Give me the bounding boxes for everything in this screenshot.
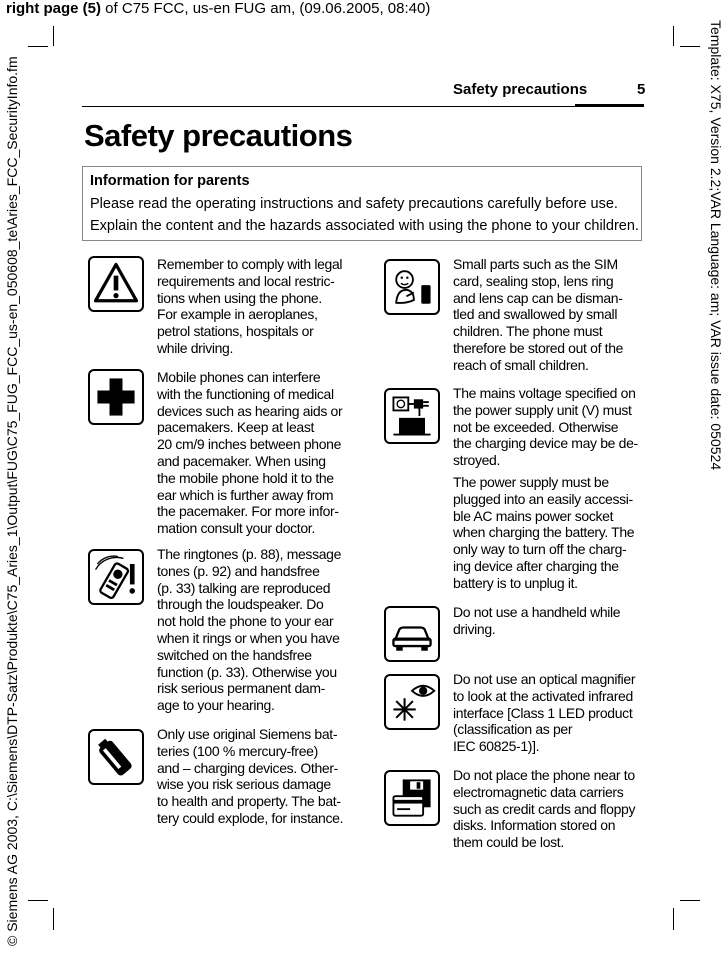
text-line: switched on the handsfree	[157, 646, 312, 663]
text-line: ear which is further away from	[157, 486, 334, 503]
child-small-parts-icon	[384, 259, 440, 315]
text-line: Do not place the phone near to	[453, 767, 635, 783]
text-line: stroyed.	[453, 452, 500, 469]
warning-triangle-icon	[88, 256, 144, 312]
text-line: when charging the battery. The	[453, 524, 635, 541]
text-line: mation consult your doctor.	[157, 520, 315, 537]
page-title: Safety precautions	[84, 118, 353, 153]
header-rule-accent	[575, 104, 644, 107]
info-box-line: Explain the content and the hazards associated with using the phone to your children.	[90, 218, 639, 234]
text-line: pacemakers. Keep at least	[157, 419, 315, 436]
text-line: age to your hearing.	[157, 697, 275, 714]
text-line: risk serious permanent dam-	[157, 680, 325, 697]
text-line: devices such as hearing aids or	[157, 402, 343, 419]
battery-icon	[88, 729, 144, 785]
text-line: requirements and local restric-	[157, 272, 335, 289]
crop-mark	[673, 908, 674, 930]
right-item-text	[453, 474, 634, 592]
text-line: card, sealing stop, lens ring	[453, 272, 614, 289]
text-line: the power supply unit (V) must	[453, 401, 632, 418]
text-line: The ringtones (p. 88), message	[157, 546, 342, 562]
info-box-title: Information for parents	[90, 173, 250, 189]
crop-mark	[53, 26, 54, 46]
right-item-text	[453, 385, 638, 469]
left-slug: © Siemens AG 2003, C:\Siemens\DTP-Satz\Produkte\C75_Aries_1\Output\FUG\C75_FUG_FCC_us-en_050608_te\Aries_FCC_SecurityInfo.fm	[4, 56, 20, 946]
text-line: through the loudspeaker. Do	[157, 596, 324, 613]
car-icon	[384, 606, 440, 662]
text-line: Small parts such as the SIM	[453, 256, 618, 272]
text-line: therefore be stored out of the	[453, 339, 624, 356]
text-line: disks. Information stored on	[453, 817, 616, 834]
loud-phone-icon	[88, 549, 144, 605]
text-line: to look at the activated infrared	[453, 687, 633, 704]
text-line: and lens cap can be disman-	[453, 289, 623, 306]
text-line: teries (100 % mercury-free)	[157, 742, 318, 759]
text-line: when it rings or when you have	[157, 629, 340, 646]
text-line: electromagnetic data carriers	[453, 783, 624, 800]
left-item-text	[157, 726, 343, 827]
crop-mark	[673, 26, 674, 46]
text-line: (p. 33) talking are reproduced	[157, 579, 331, 596]
text-line: tery could explode, for instance.	[157, 809, 344, 826]
text-line: The mains voltage specified on	[453, 385, 636, 401]
text-line: driving.	[453, 620, 496, 637]
text-line: not be exceeded. Otherwise	[453, 418, 619, 435]
top-slug	[6, 0, 430, 17]
left-item-text	[157, 546, 341, 714]
text-line: Do not use an optical magnifier	[453, 671, 636, 687]
right-item-text	[453, 256, 623, 374]
header-rule	[82, 106, 644, 107]
text-line: wise you risk serious damage	[157, 776, 331, 793]
info-box	[82, 166, 642, 241]
right-item-text	[453, 767, 635, 851]
text-line: battery is to unplug it.	[453, 574, 578, 591]
text-line: Do not use a handheld while	[453, 604, 621, 620]
text-line: not hold the phone to your ear	[157, 613, 334, 630]
header-title: Safety precautions	[453, 81, 588, 98]
text-line: reach of small children.	[453, 356, 589, 373]
magnetic-card-icon	[384, 770, 440, 826]
text-line: petrol stations, hospitals or	[157, 323, 314, 340]
crop-mark	[28, 900, 48, 901]
medical-cross-icon	[88, 369, 144, 425]
text-line: the pacemaker. For more infor-	[157, 503, 339, 520]
text-line: 20 cm/9 inches between phone	[157, 436, 341, 453]
text-line: only way to turn off the charg-	[453, 541, 627, 558]
info-box-line: Please read the operating instructions and safety precautions carefully before use.	[90, 196, 618, 212]
text-line: Mobile phones can interfere	[157, 369, 321, 385]
text-line: the charging device may be de-	[453, 435, 638, 452]
left-item-text	[157, 256, 342, 357]
text-line: function (p. 33). Otherwise you	[157, 663, 337, 680]
left-item-text	[157, 369, 342, 537]
text-line: children. The phone must	[453, 323, 603, 340]
crop-mark	[53, 908, 54, 930]
text-line: them could be lost.	[453, 834, 564, 851]
text-line: tled and swallowed by small	[453, 306, 618, 323]
text-line: Remember to comply with legal	[157, 256, 343, 272]
text-line: the mobile phone hold it to the	[157, 469, 334, 486]
text-line: ble AC mains power socket	[453, 507, 614, 524]
text-line: and – charging devices. Other-	[157, 759, 338, 776]
text-line: ing device after charging the	[453, 557, 619, 574]
text-line: For example in aeroplanes,	[157, 306, 318, 323]
text-line: plugged into an easily accessi-	[453, 490, 633, 507]
text-line: IEC 60825-1)].	[453, 738, 540, 755]
power-supply-icon	[384, 388, 440, 444]
text-line: while driving.	[157, 339, 234, 356]
right-item-text	[453, 604, 620, 638]
text-line: with the functioning of medical	[157, 385, 334, 402]
eye-infrared-icon	[384, 674, 440, 730]
top-slug-rest: of C75 FCC, us-en FUG am, (09.06.2005, 08:40)	[101, 0, 431, 17]
text-line: such as credit cards and floppy	[453, 800, 636, 817]
text-line: Only use original Siemens bat-	[157, 726, 338, 742]
text-line: The power supply must be	[453, 474, 609, 490]
text-line: and pacemaker. When using	[157, 452, 326, 469]
text-line: to health and property. The bat-	[157, 793, 341, 810]
crop-mark	[28, 46, 48, 47]
right-slug: Template: X75, Version 2.2;VAR Language: am; VAR issue date: 050524	[708, 20, 724, 471]
top-slug-bold: right page (5)	[6, 0, 102, 17]
crop-mark	[680, 900, 700, 901]
text-line: tions when using the phone.	[157, 289, 322, 306]
header-page-number: 5	[637, 81, 646, 98]
text-line: tones (p. 92) and handsfree	[157, 562, 320, 579]
text-line: (classification as per	[453, 721, 573, 738]
text-line: interface [Class 1 LED product	[453, 704, 633, 721]
crop-mark	[680, 46, 700, 47]
right-item-text	[453, 671, 635, 755]
